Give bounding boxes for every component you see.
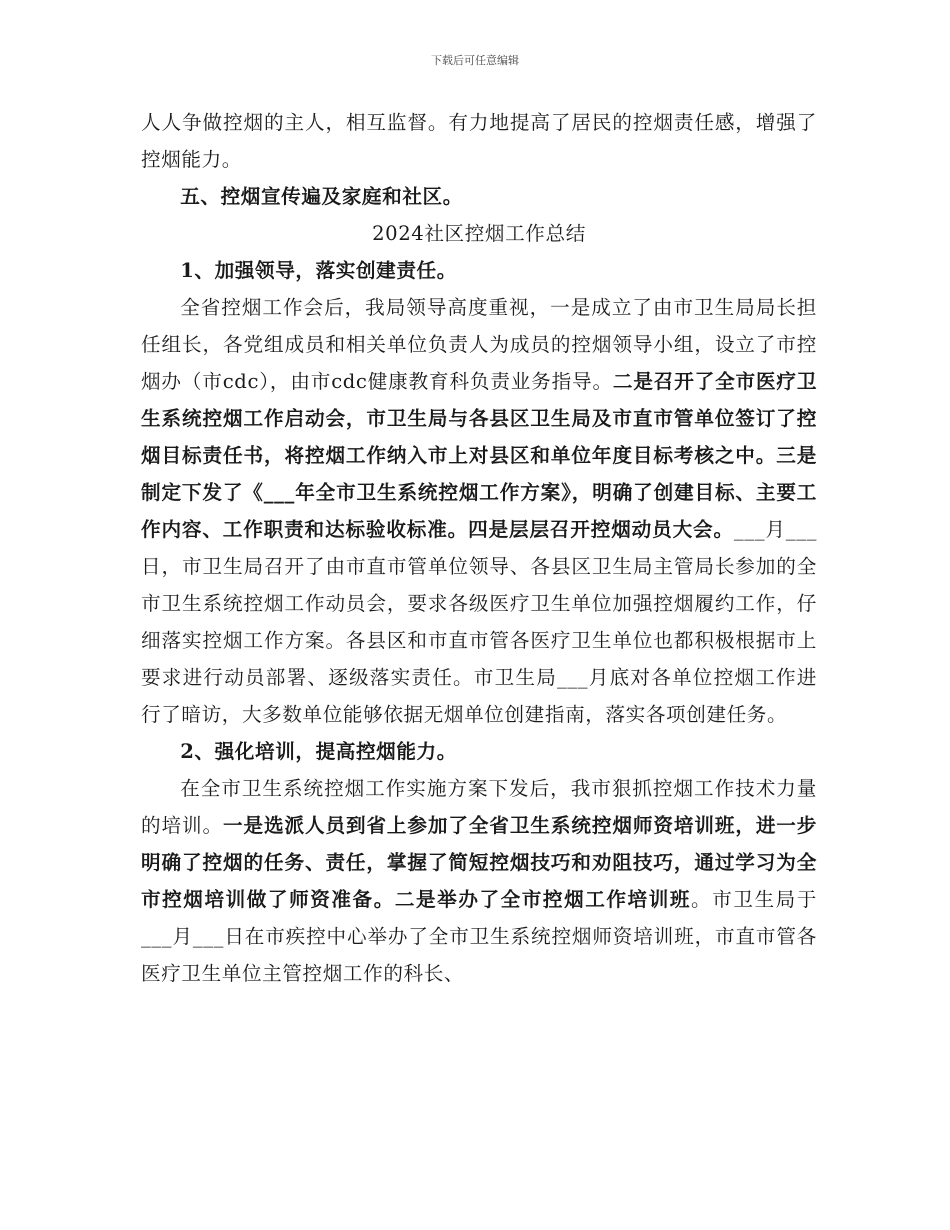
text-run: 在全市卫生系统控烟工作实施方案下发后，我市狠抓控烟工作技术力量的培训。 xyxy=(141,777,817,837)
section-heading-2: 2、强化培训，提高控烟能力。 xyxy=(180,740,457,763)
document-title: 2024社区控烟工作总结 xyxy=(372,222,586,245)
bold-text-run: 一是选派人员到省上参加了全省卫生系统控烟师资培训班，进一步明确了控烟的任务、责任，掌握了简短控烟技巧和劝阻技巧，通过学习为全市控烟培训做了师资准备。二是举办了全市控烟工作培训班 xyxy=(141,814,817,911)
section-heading-five: 五、控烟宣传遍及家庭和社区。 xyxy=(180,185,463,208)
text-run: ___月___日，市卫生局召开了由市直市管单位领导、各县区卫生局主管局长参加的全市卫生系统控烟工作动员会，要求各级医疗卫生单位加强控烟履约工作，仔细落实控烟工作方案。各县区和市直市管各医疗卫生单位也都积极根据市上要求进行动员部署、逐级落实责任。市卫生局___月底对各单位控烟工作进行了暗访，大多数单位能够依据无烟单位创建指南，落实各项创建任务。 xyxy=(141,518,817,726)
paragraph-training xyxy=(141,770,817,992)
paragraph-leadership xyxy=(141,289,817,733)
paragraph-continuation: 人人争做控烟的主人，相互监督。有力地提高了居民的控烟责任感，增强了控烟能力。 xyxy=(141,111,817,171)
section-heading-1: 1、加强领导，落实创建责任。 xyxy=(180,259,457,282)
text-run: 全省控烟工作会后，我局领导高度重视，一是成立了由市卫生局局长担任组长，各党组成员和相关单位负责人为成员的控烟领导小组，设立了市控烟办（市cdc），由市cdc健康教育科负责业务指导。 xyxy=(141,296,817,393)
page-header: 下载后可任意编辑 xyxy=(431,54,519,67)
bold-text-run: 二是召开了全市医疗卫生系统控烟工作启动会，市卫生局与各县区卫生局及市直市管单位签订了控烟目标责任书，将控烟工作纳入市上对县区和单位年度目标考核之中。三是制定下发了《___年全市卫生系统控烟工作方案》，明确了创建目标、主要工作内容、工作职责和达标验收标准。四是层层召开控烟动员大会。 xyxy=(141,370,818,541)
text-run: 。市卫生局于___月___日在市疾控中心举办了全市卫生系统控烟师资培训班，市直市管各医疗卫生单位主管控烟工作的科长、 xyxy=(141,888,817,985)
document-body xyxy=(141,104,817,992)
